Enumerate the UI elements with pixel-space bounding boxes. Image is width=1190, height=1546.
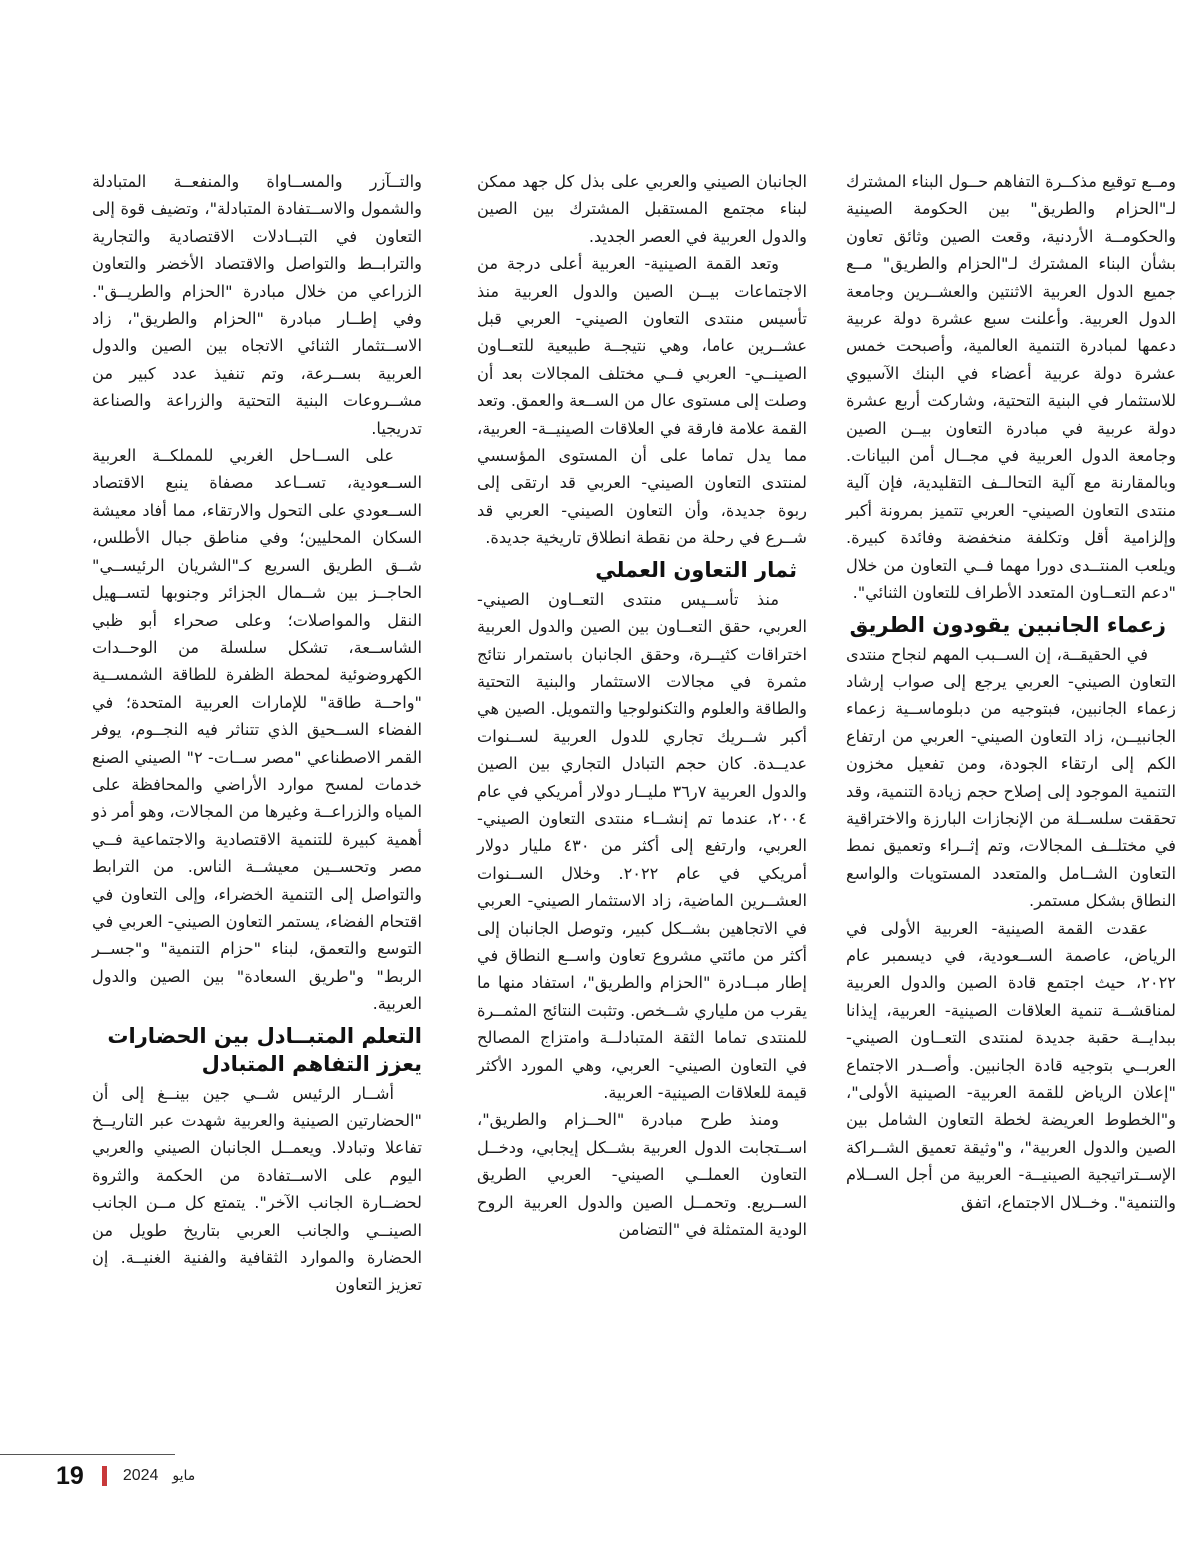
page-footer	[56, 1461, 195, 1491]
article-column-left	[92, 168, 422, 1299]
paragraph: أشــار الرئيس شــي جين بينــغ إلى أن "الحضارتين الصينية والعربية شهدت عبر التاريــخ تفاعلا وتبادلا. ويعمــل الجانبان الصيني والعربي اليوم على الاســتفادة من الحكمة والثروة لحضــارة الجانب الآخر". يتمتع كل مــن الجانب الصينــي والجانب العربي بتاريخ طويل من الحضارة والموارد الثقافية والفنية الغنيــة. إن تعزيز التعاون	[92, 1083, 422, 1295]
paragraph: الجانبان الصيني والعربي على بذل كل جهد ممكن لبناء مجتمع المستقبل المشترك بين الصين والدول العربية في العصر الجديد.	[477, 172, 807, 246]
issue-month: مايو	[172, 1468, 196, 1484]
section-heading: زعماء الجانبين يقودون الطريق	[849, 612, 1166, 637]
paragraph: منذ تأســيس منتدى التعــاون الصيني- العربي، حقق التعــاون بين الصين والدول العربية اختراقات كثيــرة، وحقق الجانبان باستمرار نتائج مثمرة في مجالات الاستثمار والبنية التحتية والطاقة والعلوم والتكنولوجيا والتمويل. الصين هي أكبر شــريك تجاري للدول العربية لســنوات عديــدة. كان حجم التبادل التجاري بين الصين والدول العربية ٧ر٣٦ مليــار دولار أمريكي في عام ٢٠٠٤، عندما تم إنشــاء منتدى التعاون الصيني- العربي، وارتفع إلى أكثر من ٤٣٠ مليار دولار أمريكي في عام ٢٠٢٢. وخلال الســنوات العشــرين الماضية، زاد الاستثمار الصيني- العربي في الاتجاهين بشــكل كبير، وتوصل الجانبان إلى أكثر من مائتي مشروع تعاون واســع النطاق في إطار مبــادرة "الحزام والطريق"، استفاد منها ما يقرب من ملياري شــخص. وتثبت النتائج المثمــرة للمنتدى تماما الثقة المتبادلــة وامتزاج المصالح في التعاون الصيني- العربي، وهي المورد الأكثر قيمة للعلاقات الصينية- العربية.	[477, 589, 808, 1102]
issue-year: 2024	[122, 1467, 159, 1484]
accent-bar	[102, 1466, 107, 1486]
paragraph: في الحقيقــة، إن الســبب المهم لنجاح منتدى التعاون الصيني- العربي يرجع إلى صواب إرشاد زعماء الجانبين، فبتوجيه من دبلوماســية زعماء الجانبيــن، زاد التعاون الصيني- العربي من ارتفاع الكم إلى ارتقاء الجودة، ومن تفعيل مخزون التنمية الموجود إلى إصلاح حجم زيادة التنمية، وقد تحققت سلســلة من الإنجازات البارزة والاختراقية في مختلــف المجالات، وتم إثــراء وتعميق نمط التعاون الشــامل والمتعدد المستويات والواسع النطاق بشكل مستمر.	[846, 644, 1176, 911]
section-heading: التعلم المتبــادل بين الحضارات يعزز التفاهم المتبادل	[107, 1023, 422, 1076]
paragraph: وتعد القمة الصينية- العربية أعلى درجة من الاجتماعات بيــن الصين والدول العربية منذ تأسيس منتدى التعاون الصيني- العربي قبل عشــرين عاما، وهي نتيجــة طبيعية للتعــاون الصينــي- العربي فــي مختلف المجالات بعد أن وصلت إلى مستوى عال من الســعة والعمق. وتعد القمة علامة فارقة في العلاقات الصينيــة- العربية، مما يدل تماما على أن المستوى المؤسسي لمنتدى التعاون الصيني- العربي قد ارتقى إلى ربوة جديدة، وأن التعاون الصيني- العربي قد شــرع في رحلة من نقطة انطلاق تاريخية جديدة.	[477, 254, 807, 548]
paragraph: ومنذ طرح مبادرة "الحــزام والطريق"، اســتجابت الدول العربية بشــكل إيجابي، ودخــل التعاون العملــي الصيني- العربي الطريق الســريع. وتحمــل الصين والدول العربية الروح الودية المتمثلة في "التضامن	[477, 1110, 807, 1240]
article-column-right	[846, 168, 1176, 1216]
page-number: 19	[56, 1461, 84, 1490]
magazine-page	[92, 160, 1176, 1450]
paragraph: عقدت القمة الصينية- العربية الأولى في الرياض، عاصمة الســعودية، في ديسمبر عام ٢٠٢٢، حيث اجتمع قادة الصين والدول العربية لمناقشــة تنمية العلاقات الصينية- العربية، إيذانا ببدايــة حقبة جديدة لمنتدى التعــاون الصيني- العربــي بتوجيه قادة الجانبين. وأصــدر الاجتماع "إعلان الرياض للقمة العربية- الصينية الأولى"، و"الخطوط العريضة لخطة التعاون الشامل بين الصين والدول العربية"، و"وثيقة تعميق الشــراكة الإســتراتيجية الصينيــة- العربية من أجل الســلام والتنمية". وخــلال الاجتماع، اتفق	[846, 918, 1176, 1212]
paragraph: والتــآزر والمســاواة والمنفعــة المتبادلة والشمول والاســتفادة المتبادلة"، وتضيف قوة إلى التعاون في التبــادلات الاقتصادية والتجارية والترابــط والتواصل والاقتصاد الأخضر والتعاون الزراعي من خلال مبادرة "الحزام والطريــق". وفي إطــار مبادرة "الحزام والطريق"، زاد الاســتثمار الثنائي الاتجاه بين الصين والدول العربية بســرعة، وتم تنفيذ عدد كبير من مشــروعات البنية التحتية والزراعة والصناعة تدريجيا.	[92, 172, 422, 438]
footer-divider	[0, 1454, 175, 1455]
paragraph: ومــع توقيع مذكــرة التفاهم حــول البناء المشترك لـ"الحزام والطريق" بين الحكومة الصينية والحكومــة الأردنية، وقعت الصين وثائق تعاون بشأن البناء المشترك لـ"الحزام والطريق" مــع جميع الدول العربية الاثنتين والعشــرين وجامعة الدول العربية. وأعلنت سبع عشرة دولة عربية دعمها لمبادرة التنمية العالمية، وأصبحت خمس عشرة دولة عربية أعضاء في البنك الآسيوي للاستثمار في البنية التحتية، وشاركت أربع عشرة دولة عربية في مبادرة التعاون بيــن الصين وجامعة الدول العربية في مجــال أمن البيانات. وبالمقارنة مع آلية التحالــف التقليدية، فإن آلية منتدى التعاون الصيني- العربي تتميز بمرونة أكبر وإلزامية أقل وتكلفة منخفضة وفائدة كبيرة. ويلعب المنتــدى دورا مهما فــي التعاون من خلال "دعم التعــاون المتعدد الأطراف للتعاون الثنائي".	[846, 172, 1176, 603]
paragraph: على الســاحل الغربي للمملكــة العربية الســعودية، تســاعد مصفاة ينبع الاقتصاد الســعودي على التحول والارتقاء، مما أفاد معيشة السكان المحليين؛ وفي مناطق جبال الأطلس، شــق الطريق السريع كـ"الشريان الرئيســي" الحاجــز بين شــمال الجزائر وجنوبها لتســهيل النقل والمواصلات؛ وعلى صحراء أبو ظبي الشاســعة، تشكل سلسلة من الوحــدات الكهروضوئية لمحطة الظفرة للطاقة الشمســية "واحــة طاقة" للإمارات العربية المتحدة؛ في الفضاء الســحيق الذي تتناثر فيه النجــوم، يوفر القمر الاصطناعي "مصر ســات- ٢" الصيني الصنع خدمات لمسح موارد الأراضي والمحافظة على المياه والزراعــة وغيرها من المجالات، وهو أمر ذو أهمية كبيرة للتنمية الاقتصادية والاجتماعية فــي مصر وتحســين معيشــة الناس. من الترابط والتواصل إلى التنمية الخضراء، وإلى التعاون في اقتحام الفضاء، يستمر التعاون الصيني- العربي في التوسع والتعمق، لبناء "حزام التنمية" و"جســر الربط" و"طريق السعادة" بين الصين والدول العربية.	[92, 446, 422, 1014]
article-column-middle	[477, 168, 807, 1243]
section-heading: ثمار التعاون العملي	[595, 557, 797, 582]
